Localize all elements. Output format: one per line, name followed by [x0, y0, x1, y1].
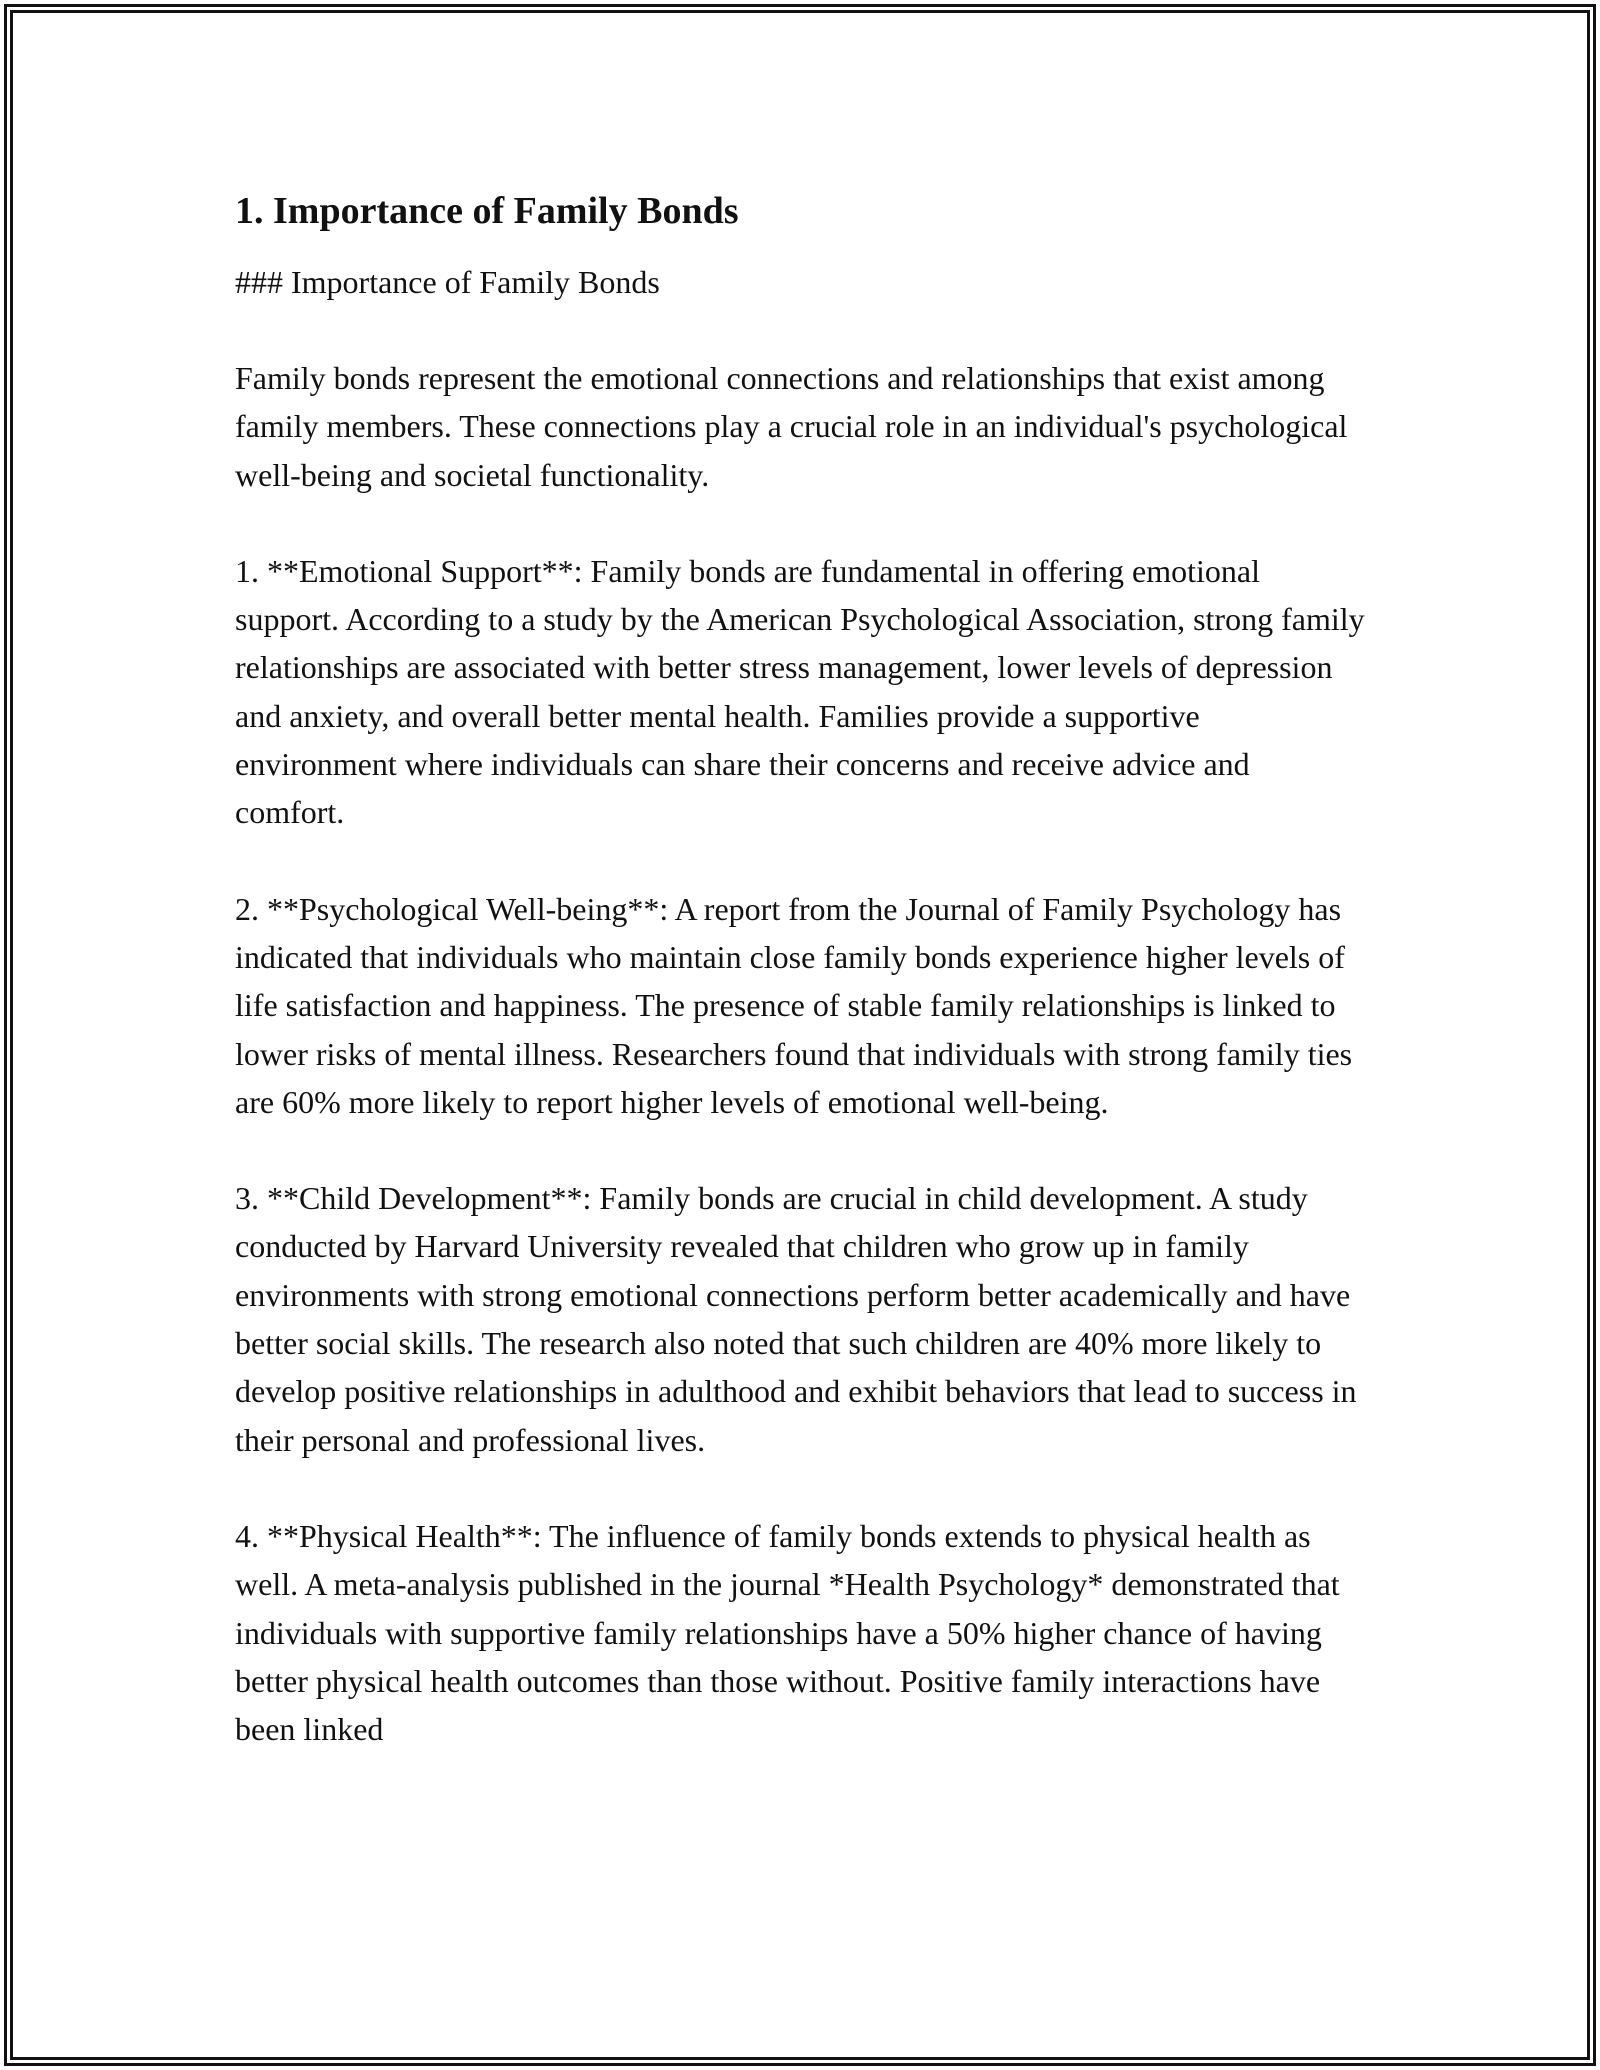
intro-paragraph: Family bonds represent the emotional connections and relationships that exist among family members. These connections play a crucial role in an individual's psychological well-being and societal functionality.	[235, 360, 1348, 493]
emotional-support-paragraph: 1. **Emotional Support**: Family bonds are fundamental in offering emotional support. According to a study by the American Psychological Association, strong family relationships are associated with better stress management, lower levels of depression and anxiety, and overall better mental health. Families provide a supportive environment where individuals can share their concerns and receive advice and comfort.	[235, 552, 1365, 831]
physical-health-paragraph: 4. **Physical Health**: The influence of family bonds extends to physical health as well. A meta-analysis published in the journal *Health Psychology* demonstrated that individuals with supportive family relationships have a 50% higher chance of having better physical health outcomes than those without. Positive family interactions have been linked	[235, 1517, 1340, 1748]
child-development-paragraph: 3. **Child Development**: Family bonds are crucial in child development. A study conducted by Harvard University revealed that children who grow up in family environments with strong emotional connections perform better academically and have better social skills. The research also noted that such children are 40% more likely to develop positive relationships in adulthood and exhibit behaviors that lead to success in their personal and professional lives.	[235, 1180, 1357, 1458]
document-title: 1. Importance of Family Bonds	[235, 190, 739, 232]
section-subheading: ### Importance of Family Bonds	[235, 264, 660, 300]
psychological-wellbeing-paragraph: 2. **Psychological Well-being**: A report from the Journal of Family Psychology has indicated that individuals who maintain close family bonds experience higher levels of life satisfaction and happiness. The presence of stable family relationships is linked to lower risks of mental illness. Researchers found that individuals with strong family ties are 60% more likely to report higher levels of emotional well-being.	[235, 890, 1353, 1120]
document-body	[235, 186, 1365, 1753]
